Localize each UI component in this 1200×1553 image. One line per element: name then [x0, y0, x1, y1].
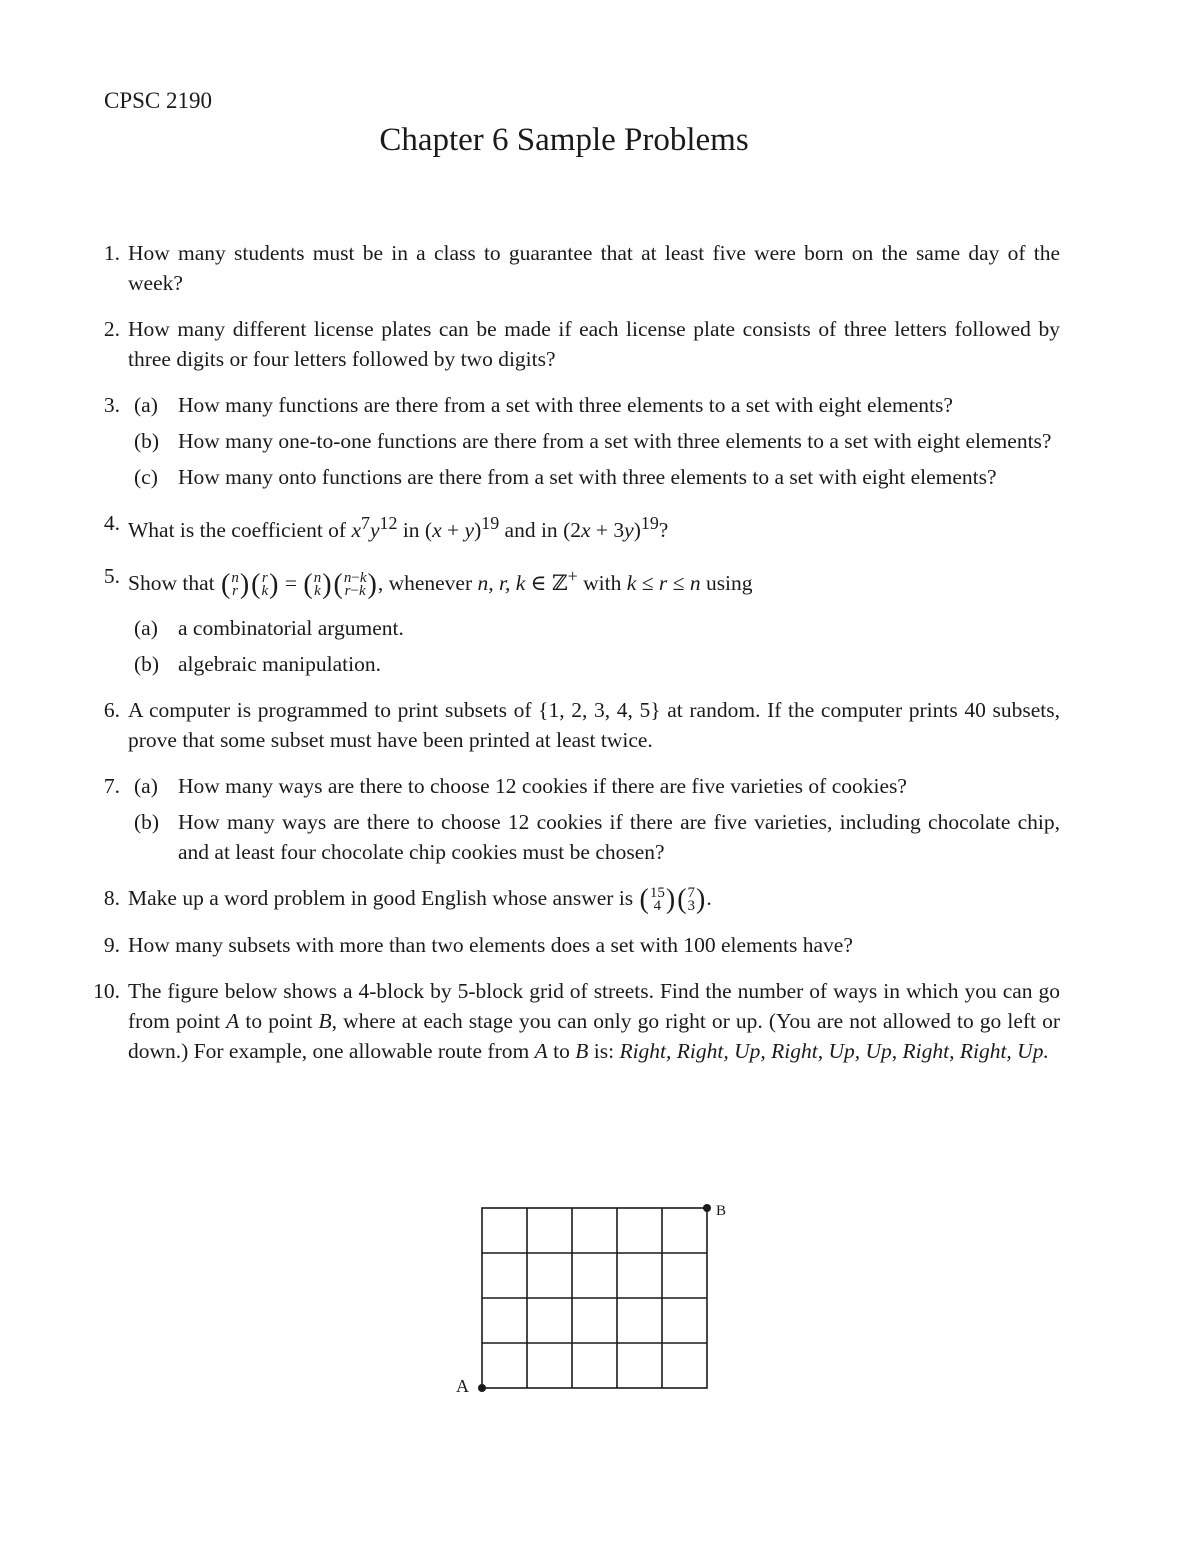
math-expression: k ≤ r ≤ n: [626, 571, 701, 596]
problem-text: How many students must be in a class to guarantee that at least five were born on the same day of the week?: [128, 241, 1060, 295]
problem-number: 7.: [103, 774, 120, 799]
problem-number: 10.: [93, 979, 120, 1004]
problem-number: 6.: [103, 698, 120, 723]
problem-3: [88, 390, 1060, 492]
subproblem-3b: (b) How many one-to-one functions are there from a set with three elements to a set with eight elements?: [134, 429, 1052, 453]
problem-6: [88, 695, 1060, 755]
subproblem-5a: (a) a combinatorial argument.: [134, 616, 404, 641]
problem-7: [88, 771, 1060, 867]
problem-5: 5. Show that ( n r ) ( r k ) = ( n k ) ( n−k r−k ) , whenever n, r, k ∈ ℤ+ with k ≤ r ≤ n using (a) a combinatorial argument. (b) algebraic manipulation.: [88, 561, 1060, 679]
math-expression: n, r, k ∈ ℤ+: [477, 566, 578, 596]
problem-number: 9.: [103, 933, 120, 958]
problem-number: 8.: [103, 886, 120, 911]
subproblem-7a: (a) How many ways are there to choose 12 cookies if there are five varieties of cookies?: [134, 774, 907, 799]
problem-list: [88, 238, 1060, 1082]
point-b-marker: [703, 1204, 711, 1212]
street-grid: [482, 1208, 707, 1388]
subproblem-3c: (c) How many onto functions are there from a set with three elements to a set with eight elements?: [134, 465, 997, 489]
point-a-marker: [478, 1384, 486, 1392]
problem-number: 4.: [103, 511, 120, 535]
math-expression: $x^7y^{12}$: [351, 513, 398, 543]
subproblem-5b: (b) algebraic manipulation.: [134, 652, 381, 677]
page-title: Chapter 6 Sample Problems: [379, 122, 749, 158]
street-grid-figure: [450, 1195, 750, 1405]
problem-1: [88, 238, 1060, 298]
course-code: CPSC 2190: [104, 88, 213, 113]
math-expression: $(x + y)^{19}$: [424, 513, 500, 543]
math-expression: $(2x + 3y)^{19}$: [563, 513, 659, 543]
problem-number: 2.: [103, 317, 120, 341]
problem-number: 3.: [103, 393, 120, 417]
problem-text: A computer is programmed to print subsets of {1, 2, 3, 4, 5} at random. If the computer prints 40 subsets, prove that some subset must have been printed at least twice.: [128, 698, 1060, 753]
problem-number: 5.: [103, 564, 120, 589]
problem-9: [88, 930, 1060, 960]
subproblem-3a: (a) How many functions are there from a set with three elements to a set with eight elements?: [134, 393, 953, 417]
binomial-product: ( 15 4 ) ( 7 3 ): [639, 884, 706, 916]
problem-text: How many subsets with more than two elements does a set with 100 elements have?: [128, 933, 853, 958]
problem-8: 8. Make up a word problem in good English whose answer is ( 15 4 ) ( 7 3 ) .: [88, 883, 1060, 914]
binomial-identity: ( n r ) ( r k ) = ( n k ) ( n−k r−k ): [220, 569, 377, 601]
problem-text: How many different license plates can be made if each license plate consists of three letters followed by three digits or four letters followed by two digits?: [128, 317, 1060, 371]
subproblem-7b: (b) How many ways are there to choose 12 cookies if there are five varieties, including chocolate chip, and at least four chocolate chip cookies must be chosen?: [134, 810, 1060, 865]
point-b-label: B: [716, 1203, 727, 1219]
problem-10: 10. The figure below shows a 4-block by 5-block grid of streets. Find the number of ways in which you can go from point A to point B, where at each stage you can only go right or up. (You are not allowed to go left or down.) For example, one allowable route from A to B is: Right, Right, Up, Right, Up, Up, Right, Right, Up.: [88, 976, 1060, 1066]
problem-2: [88, 314, 1060, 374]
problem-4: 4. What is the coefficient of $x^7y^{12}$ in $(x + y)^{19}$ and in $(2x + 3y)^{19}$?: [88, 508, 1060, 545]
point-a-label: A: [456, 1376, 469, 1396]
example-route: Right, Right, Up, Right, Up, Up, Right, Right, Up.: [619, 1039, 1049, 1064]
problem-number: 1.: [103, 241, 120, 265]
